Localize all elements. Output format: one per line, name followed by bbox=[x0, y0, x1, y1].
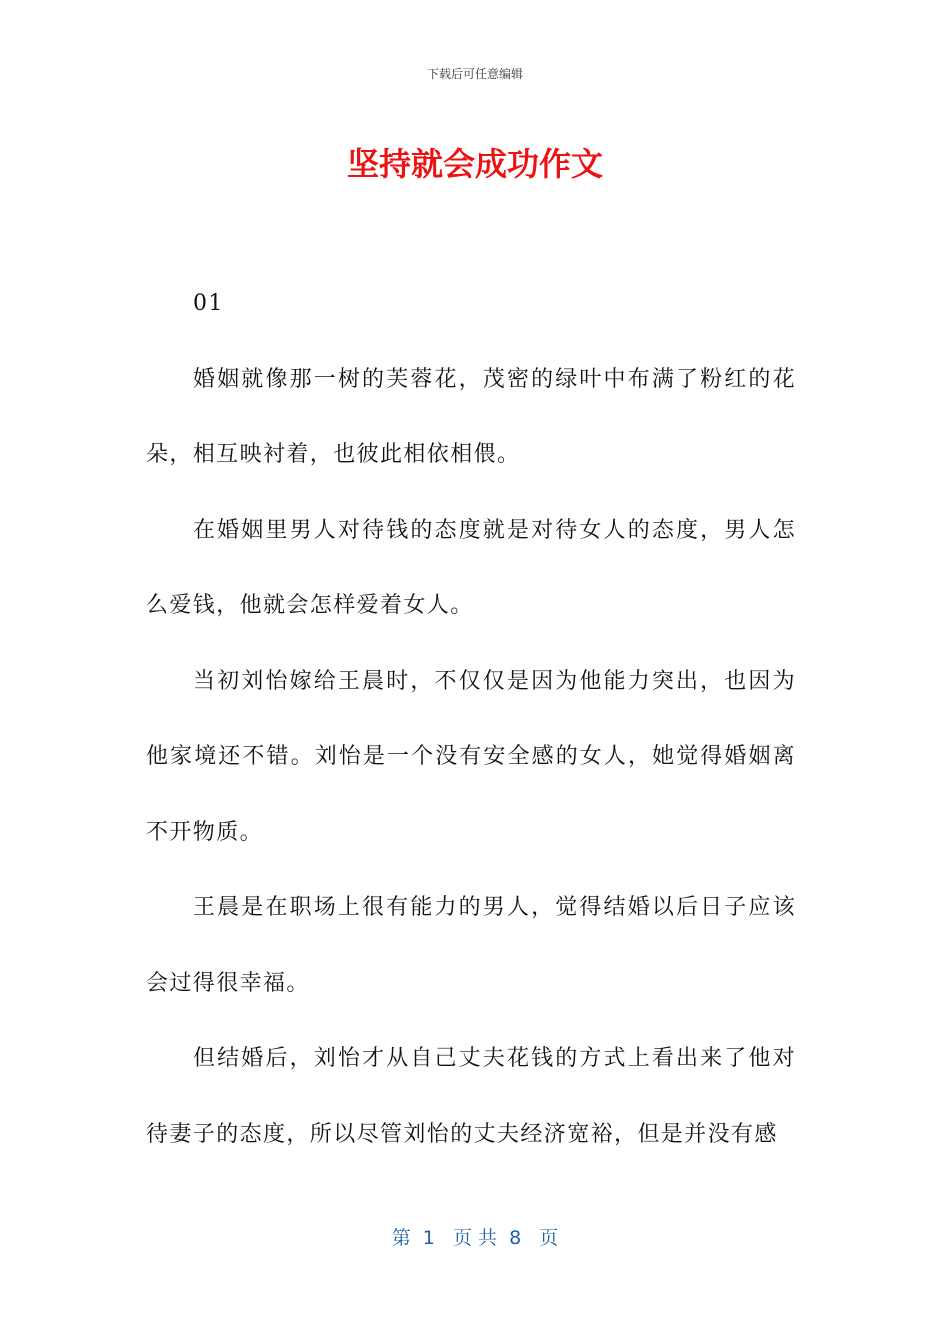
page-header-note: 下载后可任意编辑 bbox=[426, 67, 523, 81]
document-body bbox=[146, 266, 796, 1172]
paragraph: 但结婚后，刘怡才从自己丈夫花钱的方式上看出来了他对待妻子的态度，所以尽管刘怡的丈夫经济宽裕，但是并没有感 bbox=[146, 1046, 796, 1147]
paragraph: 婚姻就像那一树的芙蓉花，茂密的绿叶中布满了粉红的花朵，相互映衬着，也彼此相依相偎。 bbox=[146, 366, 796, 467]
paragraph: 当初刘怡嫁给王晨时，不仅仅是因为他能力突出，也因为他家境还不错。刘怡是一个没有安全感的女人，她觉得婚姻离不开物质。 bbox=[146, 668, 796, 845]
paragraph: 王晨是在职场上很有能力的男人，觉得结婚以后日子应该会过得很幸福。 bbox=[146, 895, 796, 996]
document-title: 坚持就会成功作文 bbox=[346, 145, 603, 183]
page-number-footer: 第 1 页 共 8 页 bbox=[391, 1227, 559, 1249]
paragraph: 在婚姻里男人对待钱的态度就是对待女人的态度，男人怎么爱钱，他就会怎样爱着女人。 bbox=[146, 517, 796, 618]
paragraph-section-number: 01 bbox=[193, 291, 224, 316]
